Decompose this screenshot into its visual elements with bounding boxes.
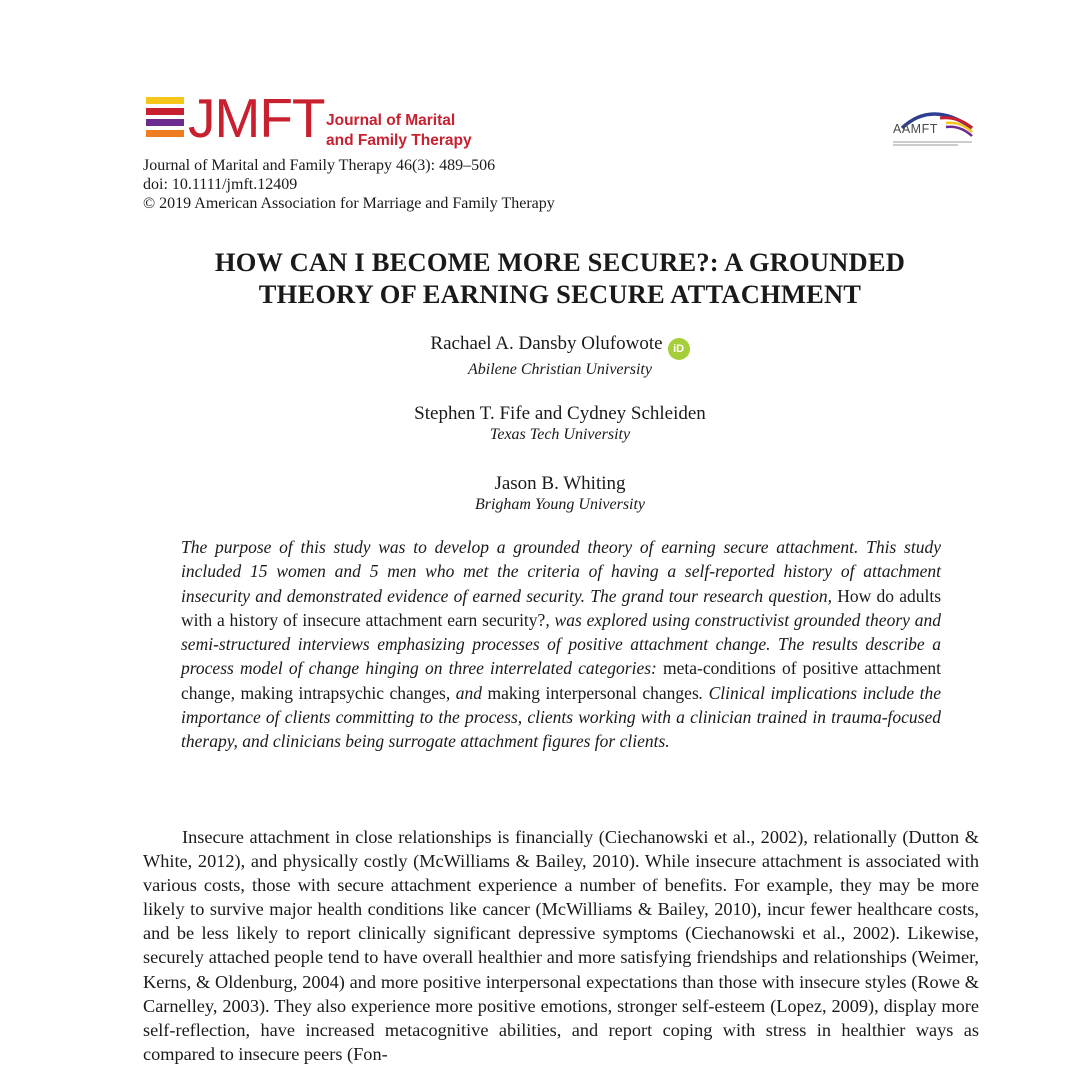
author-affiliation: Texas Tech University xyxy=(489,426,631,443)
title-line-1: HOW CAN I BECOME MORE SECURE?: A GROUNDED xyxy=(214,247,906,277)
journal-issue: Journal of Marital and Family Therapy 46(3): 489–506 xyxy=(143,157,496,174)
author-affiliation: Abilene Christian University xyxy=(468,361,652,378)
logo-stripe-purple xyxy=(146,119,184,126)
logo-wordmark: JMFT xyxy=(188,87,325,149)
abstract xyxy=(181,535,941,754)
author-name: Jason B. Whiting xyxy=(494,473,626,494)
article-title xyxy=(110,246,1010,310)
abstract-category-2: making intrapsychic changes xyxy=(240,682,446,703)
logo-stripe-orange xyxy=(146,130,184,137)
abstract-category-1: meta-conditions of positive attachment change xyxy=(181,658,941,703)
citation-block xyxy=(143,156,555,213)
author-block-3 xyxy=(110,473,1010,514)
abstract-separator-1: , xyxy=(230,682,241,703)
aamft-wordmark: AAMFT xyxy=(893,122,938,136)
copyright: © 2019 American Association for Marriage and Family Therapy xyxy=(143,195,555,212)
author-name-text: Rachael A. Dansby Olufowote xyxy=(430,333,663,354)
logo-stripe-yellow xyxy=(146,97,184,104)
logo-sub-line2: and Family Therapy xyxy=(326,132,472,149)
logo-stripes xyxy=(146,97,184,141)
abstract-separator-2: , and xyxy=(445,682,488,703)
logo-journal-name xyxy=(326,111,472,151)
body-paragraph: Insecure attachment in close relationships is financially (Ciechanowski et al., 2002), relationally (Dutton & White, 2012), and physically costly (McWilliams & Bailey, 2010). While insecure attachment is associated with various costs, those with secure attachment experience a number of benefits. For example, they may be more likely to survive major health conditions like cancer (McWilliams & Bailey, 2010), incur fewer healthcare costs, and be less likely to report clinically significant depressive symptoms (Ciechanowski et al., 2002). Likewise, securely attached people tend to have overall healthier and more satisfying friendships and relationships (Weimer, Kerns, & Oldenburg, 2004) and more positive interpersonal expectations than those with insecure styles (Rowe & Carnelley, 2003). They also experience more positive emotions, stronger self-esteem (Lopez, 2009), display more self-reflection, have increased metacognitive abilities, and report coping with stress in healthier ways as compared to insecure peers (Fon- xyxy=(143,827,979,1064)
abstract-research-question: How do adults with a history of insecure attachment earn security? xyxy=(181,585,942,630)
abstract-text-3: . Clinical implications include the importance of clients committing to the process, clients working with a clinician trained in trauma-focused therapy, and clinicians being surrogate attachment figures for clients. xyxy=(181,682,941,752)
logo-stripe-red xyxy=(146,108,184,115)
abstract-text-2: , was explored using constructivist grounded theory and semi-structured interviews emphasizing processes of positive attachment change. The results describe a process model of change hinging on three interrelated categories: xyxy=(181,609,941,679)
orcid-icon[interactable]: iD xyxy=(668,338,690,360)
author-affiliation: Brigham Young University xyxy=(474,496,646,513)
author-name xyxy=(110,333,1010,360)
abstract-category-3: making interpersonal changes xyxy=(487,682,699,703)
title-line-2: THEORY OF EARNING SECURE ATTACHMENT xyxy=(258,279,862,309)
doi: doi: 10.1111/jmft.12409 xyxy=(143,176,298,193)
abstract-text-1: The purpose of this study was to develop a grounded theory of earning secure attachment. This study included 15 women and 5 men who met the criteria of having a self-reported history of attachment insecurity and demonstrated evidence of earned security. The grand tour research question, xyxy=(181,537,941,606)
author-block-2 xyxy=(110,403,1010,444)
aamft-logo xyxy=(888,106,976,150)
author-name: Stephen T. Fife and Cydney Schleiden xyxy=(414,403,706,424)
author-block-1 xyxy=(110,333,1010,379)
logo-sub-line1: Journal of Marital xyxy=(326,112,456,129)
